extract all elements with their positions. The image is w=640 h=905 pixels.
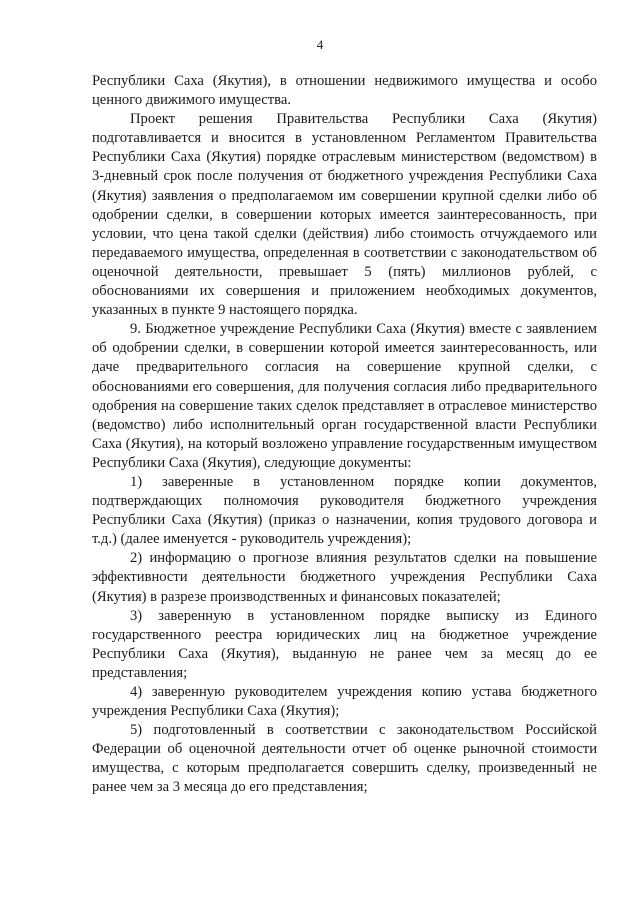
list-item-1: 1) заверенные в установленном порядке копии документов, подтверждающих полномочия руководителя бюджетного учреждения Республики Саха (Якутия) (приказ о назначении, копия трудового договора и т.д.) (далее именуется - руководитель учреждения); [92,473,597,548]
page-number: 4 [316,37,324,52]
document-body [92,72,597,798]
paragraph-item-9: 9. Бюджетное учреждение Республики Саха (Якутия) вместе с заявлением об одобрении сделки, в совершении которой имеется заинтересованность, или даче предварительного согласия на совершение крупной сделки, с обоснованиями его совершения, для получения согласия либо предварительного одобрения на совершение таких сделок представляет в отраслевое министерство (ведомство) либо исполнительный орган государственной власти Республики Саха (Якутия), на который возложено управление государственным имуществом Республики Саха (Якутия), следующие документы: [92,321,597,471]
list-item-5: 5) подготовленный в соответствии с законодательством Российской Федерации об оценочной деятельности отчет об оценке рыночной стоимости имущества, с которым предполагается совершить сделку, произведенный не ранее чем за 3 месяца до его представления; [92,722,597,796]
list-item-3: 3) заверенную в установленном порядке выписку из Единого государственного реестра юридических лиц на бюджетное учреждение Республики Саха (Якутия), выданную не ранее чем за месяц до ее представления; [92,607,597,681]
paragraph-continuation: Республики Саха (Якутия), в отношении недвижимого имущества и особо ценного движимого имущества. [92,73,597,109]
paragraph-draft-decision: Проект решения Правительства Республики Саха (Якутия) подготавливается и вносится в установленном Регламентом Правительства Республики Саха (Якутия) порядке отраслевым министерством (ведомством) в 3-дневный срок после получения от бюджетного учреждения Республики Саха (Якутия) заявления о предполагаемом им совершении крупной сделки либо об одобрении сделки, в совершении которых имеется заинтересованность, при условии, что цена такой сделки (действия) либо стоимость отчуждаемого или передаваемого имущества, определенная в соответствии с законодательством об оценочной деятельности, превышает 5 (пять) миллионов рублей, с обоснованиями их совершения и приложением необходимых документов, указанных в пункте 9 настоящего порядка. [92,111,597,319]
list-item-4: 4) заверенную руководителем учреждения копию устава бюджетного учреждения Республики Саха (Якутия); [92,684,597,720]
list-item-2: 2) информацию о прогнозе влияния результатов сделки на повышение эффективности деятельности бюджетного учреждения Республики Саха (Якутия) в разрезе производственных и финансовых показателей; [92,550,597,605]
